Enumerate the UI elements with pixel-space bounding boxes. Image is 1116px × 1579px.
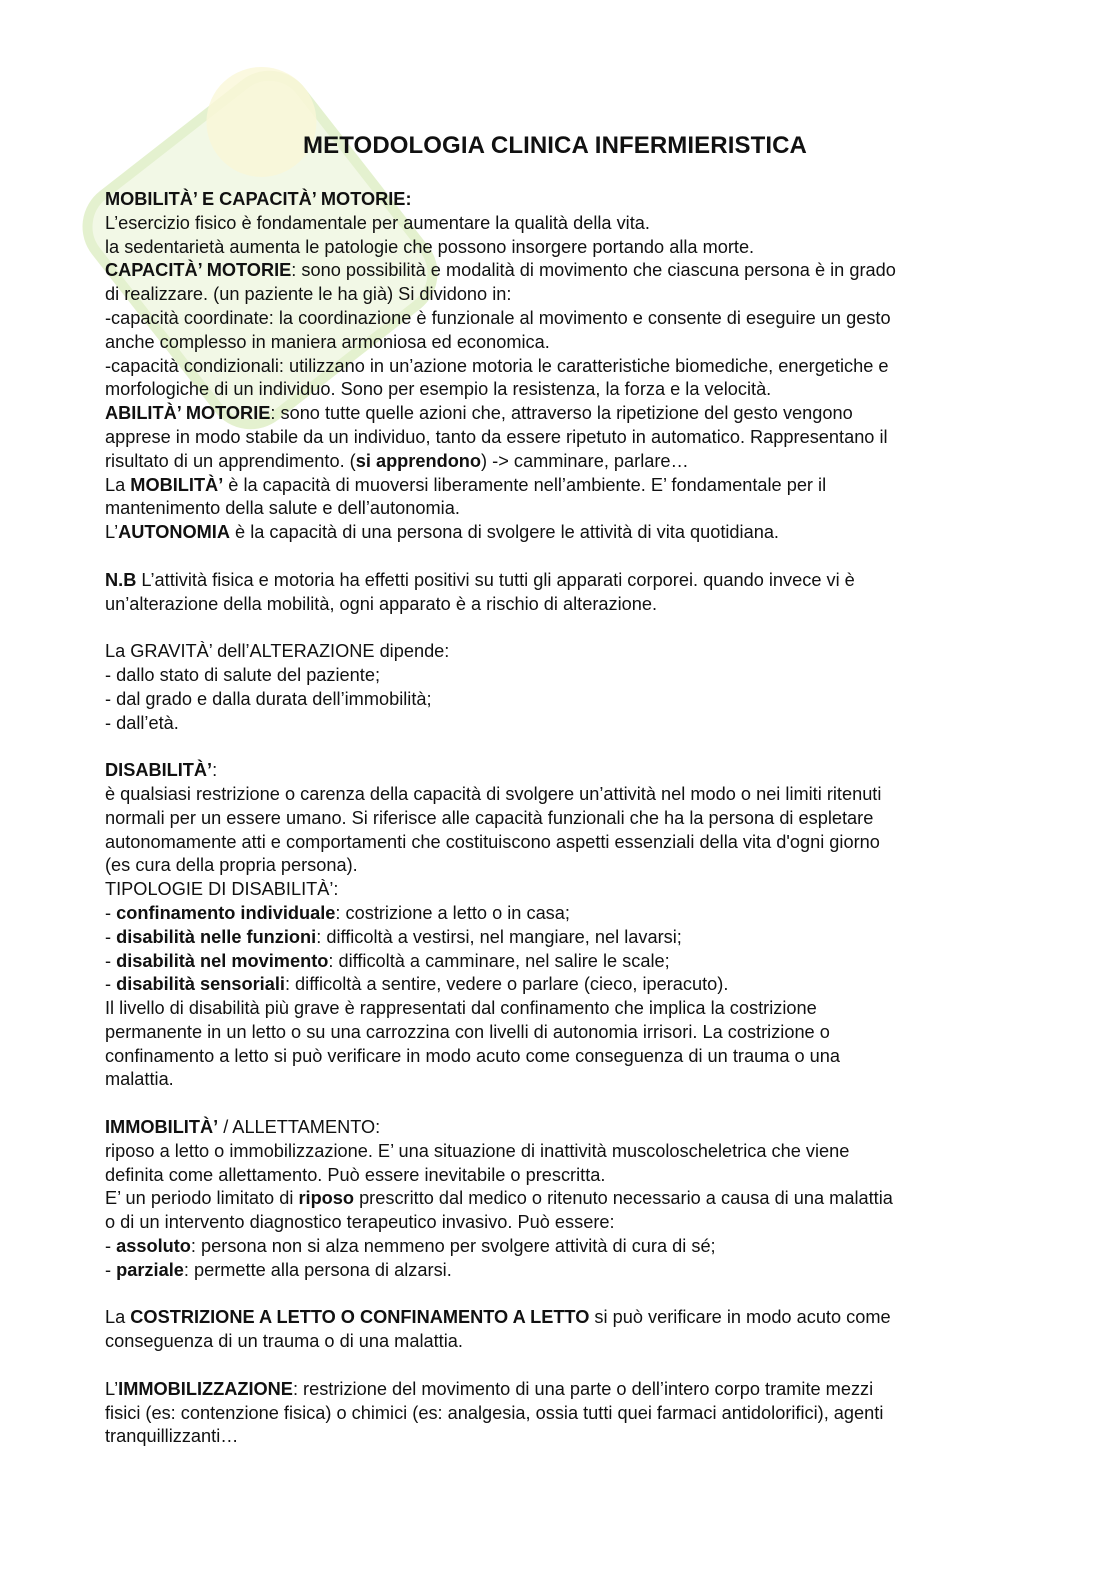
text-line [105, 1068, 1005, 1092]
text-line [105, 1378, 1005, 1402]
line-text: TIPOLOGIE DI DISABILITÀ’: [105, 879, 339, 900]
text-line [105, 1330, 1005, 1354]
line-text: anche complesso in maniera armoniosa ed economica. [105, 331, 550, 352]
text-line [105, 950, 1005, 974]
bold-term: disabilità sensoriali [116, 974, 285, 995]
line-text: ) -> camminare, parlare… [481, 450, 689, 471]
line-text: : sono possibilità e modalità di movimento che ciascuna persona è in grado [291, 260, 896, 281]
text-line [105, 1187, 1005, 1211]
line-text: : restrizione del movimento di una parte o dell’intero corpo tramite mezzi [292, 1378, 874, 1399]
paragraph-gap [105, 1354, 1005, 1378]
bold-term: MOBILITÀ’ E CAPACITÀ’ MOTORIE: [105, 189, 412, 209]
line-text: : difficoltà a sentire, vedere o parlare (cieco, iperacuto). [284, 974, 729, 995]
text-line [105, 474, 1005, 498]
line-text: : difficoltà a vestirsi, nel mangiare, nel lavarsi; [316, 926, 682, 947]
line-text: : difficoltà a camminare, nel salire le scale; [328, 950, 670, 971]
text-line [105, 640, 1005, 664]
line-text: la sedentarietà aumenta le patologie che possono insorgere portando alla morte. [105, 236, 755, 257]
line-text: L’attività fisica e motoria ha effetti positivi su tutti gli apparati corporei. quando invece vi è [136, 569, 855, 590]
bold-term: AUTONOMIA [118, 522, 230, 543]
line-text: / ALLETTAMENTO: [218, 1117, 381, 1138]
text-line [105, 854, 1005, 878]
line-text: o di un intervento diagnostico terapeutico invasivo. Può essere: [105, 1212, 615, 1233]
line-text: permanente in un letto o su una carrozzina con livelli di autonomia irrisori. La costrizione o [105, 1021, 830, 1042]
bold-term: IMMOBILIZZAZIONE [118, 1378, 293, 1399]
line-text: un’alterazione della mobilità, ogni apparato è a rischio di alterazione. [105, 593, 658, 614]
line-text: : costrizione a letto o in casa; [335, 902, 570, 923]
line-text: riposo a letto o immobilizzazione. E’ una situazione di inattività muscoloscheletrica che viene [105, 1140, 850, 1161]
text-line [105, 1402, 1005, 1426]
line-text: di realizzare. (un paziente le ha già) Si dividono in: [105, 284, 512, 305]
line-text: prescritto dal medico o ritenuto necessario a causa di una malattia [354, 1188, 893, 1209]
line-text: La GRAVITÀ’ dell’ALTERAZIONE dipende: [105, 641, 450, 662]
text-line [105, 1259, 1005, 1283]
text-line [105, 1021, 1005, 1045]
text-line [105, 878, 1005, 902]
text-line [105, 450, 1005, 474]
text-line [105, 497, 1005, 521]
text-line [105, 188, 1005, 212]
text-line [105, 426, 1005, 450]
line-text: normali per un essere umano. Si riferisce alle capacità funzionali che ha la persona di espletare [105, 807, 874, 828]
line-text: (es cura della propria persona). [105, 855, 358, 876]
line-text: apprese in modo stabile da un individuo, tanto da essere ripetuto in automatico. Rappresentano il [105, 426, 888, 447]
line-text: -capacità condizionali: utilizzano in un’azione motoria le caratteristiche biomediche, energetiche e [105, 355, 889, 376]
page-title: METODOLOGIA CLINICA INFERMIERISTICA [303, 132, 807, 159]
text-line [105, 1045, 1005, 1069]
text-line [105, 712, 1005, 736]
paragraph-gap [105, 616, 1005, 640]
line-text: è la capacità di muoversi liberamente nell’ambiente. E’ fondamentale per il [223, 474, 827, 495]
document-body [105, 188, 1005, 1449]
bold-term: IMMOBILITÀ’ [105, 1117, 219, 1138]
text-line [105, 593, 1005, 617]
text-line [105, 307, 1005, 331]
bold-term: MOBILITÀ’ [130, 474, 224, 495]
text-line [105, 1306, 1005, 1330]
text-line [105, 283, 1005, 307]
line-text: : permette alla persona di alzarsi. [183, 1259, 452, 1280]
bold-term: assoluto [116, 1236, 191, 1257]
line-text: definita come allettamento. Può essere inevitabile o prescritta. [105, 1164, 606, 1185]
line-text: conseguenza di un trauma o di una malattia. [105, 1331, 463, 1352]
paragraph-gap [105, 545, 1005, 569]
line-text: - [105, 902, 117, 923]
line-text: : [212, 760, 218, 781]
line-text: La [105, 1307, 131, 1328]
line-text: E’ un periodo limitato di [105, 1188, 299, 1209]
line-text: è la capacità di una persona di svolgere le attività di vita quotidiana. [229, 522, 779, 543]
line-text: mantenimento della salute e dell’autonomia. [105, 498, 460, 519]
text-line [105, 355, 1005, 379]
text-line [105, 1425, 1005, 1449]
line-text: - dallo stato di salute del paziente; [105, 664, 381, 685]
text-line [105, 926, 1005, 950]
line-text: L’ [105, 522, 119, 543]
line-text: si può verificare in modo acuto come [589, 1307, 891, 1328]
line-text: : persona non si alza nemmeno per svolgere attività di cura di sé; [190, 1236, 716, 1257]
line-text: - dal grado e dalla durata dell’immobilità; [105, 688, 432, 709]
line-text: - dall’età. [105, 712, 179, 733]
text-line [105, 331, 1005, 355]
line-text: - [105, 1259, 117, 1280]
text-line [105, 902, 1005, 926]
line-text: - [105, 950, 117, 971]
text-line [105, 759, 1005, 783]
line-text: tranquillizzanti… [105, 1426, 239, 1447]
text-line [105, 212, 1005, 236]
bold-term: CAPACITÀ’ MOTORIE [105, 260, 292, 281]
line-text: - [105, 1236, 117, 1257]
bold-term: COSTRIZIONE A LETTO O CONFINAMENTO A LETTO [130, 1307, 590, 1328]
line-text: : sono tutte quelle azioni che, attraverso la ripetizione del gesto vengono [270, 403, 853, 424]
bold-term: si apprendono [355, 450, 482, 471]
line-text: La [105, 474, 131, 495]
paragraph-gap [105, 1283, 1005, 1307]
bold-term: ABILITÀ’ MOTORIE [105, 403, 271, 424]
line-text: Il livello di disabilità più grave è rappresentati dal confinamento che implica la costrizione [105, 998, 817, 1019]
line-text: è qualsiasi restrizione o carenza della capacità di svolgere un’attività nel modo o nei limiti ritenuti [105, 783, 882, 804]
bold-term: DISABILITÀ’ [105, 760, 213, 781]
line-text: autonomamente atti e comportamenti che costituiscono aspetti essenziali della vita d'ogni giorno [105, 831, 880, 852]
line-text: risultato di un apprendimento. ( [105, 450, 356, 471]
text-line [105, 236, 1005, 260]
text-line [105, 1140, 1005, 1164]
text-line [105, 378, 1005, 402]
text-line [105, 1164, 1005, 1188]
text-line [105, 1211, 1005, 1235]
text-line [105, 521, 1005, 545]
line-text: morfologiche di un individuo. Sono per esempio la resistenza, la forza e la velocità. [105, 379, 772, 400]
text-line [105, 402, 1005, 426]
text-line [105, 1116, 1005, 1140]
text-line [105, 807, 1005, 831]
text-line [105, 783, 1005, 807]
paragraph-gap [105, 1092, 1005, 1116]
bold-term: confinamento individuale [116, 902, 336, 923]
text-line [105, 1235, 1005, 1259]
line-text: confinamento a letto si può verificare in modo acuto come conseguenza di un trauma o una [105, 1045, 841, 1066]
line-text: -capacità coordinate: la coordinazione è funzionale al movimento e consente di eseguire un gesto [105, 307, 891, 328]
text-line [105, 664, 1005, 688]
line-text: - [105, 926, 117, 947]
bold-term: disabilità nel movimento [116, 950, 329, 971]
bold-term: parziale [116, 1259, 184, 1280]
text-line [105, 973, 1005, 997]
text-line [105, 831, 1005, 855]
bold-term: disabilità nelle funzioni [116, 926, 317, 947]
bold-term: N.B [105, 569, 137, 590]
line-text: - [105, 974, 117, 995]
text-line [105, 259, 1005, 283]
paragraph-gap [105, 735, 1005, 759]
line-text: fisici (es: contenzione fisica) o chimici (es: analgesia, ossia tutti quei farmaci antidolorifici), agenti [105, 1402, 884, 1423]
text-line [105, 569, 1005, 593]
line-text: malattia. [105, 1069, 174, 1090]
text-line [105, 688, 1005, 712]
bold-term: riposo [298, 1188, 355, 1209]
text-line [105, 997, 1005, 1021]
line-text: L’ [105, 1378, 119, 1399]
line-text: L’esercizio fisico è fondamentale per aumentare la qualità della vita. [105, 212, 650, 233]
